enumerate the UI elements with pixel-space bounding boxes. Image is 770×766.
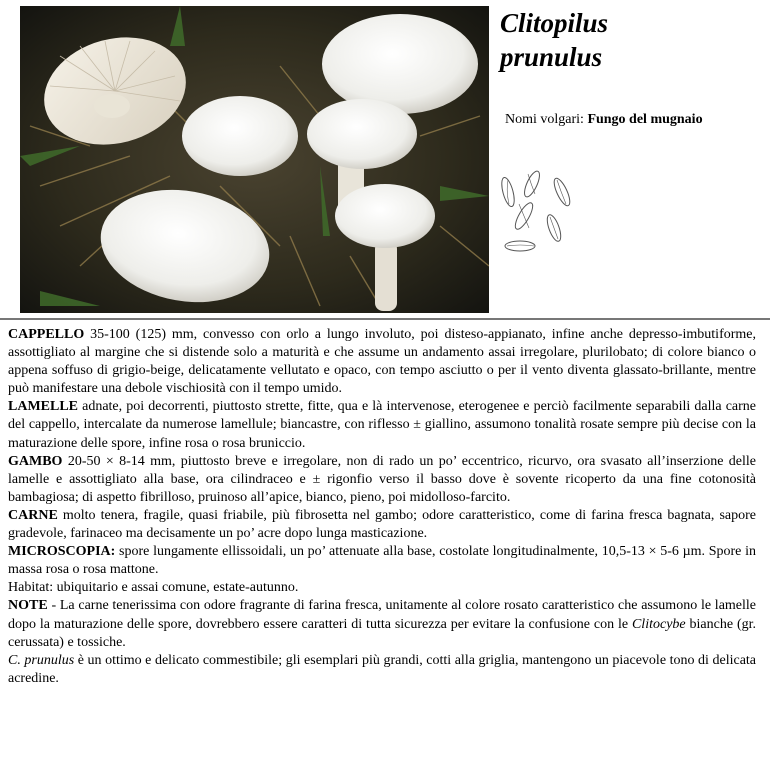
paragraph-edibility: [8, 652, 756, 688]
mushroom-photo: [20, 6, 489, 313]
text-lamelle: adnate, poi decorrenti, piuttosto strette, fitte, qua e là intervenose, eterogenee e perciò facilmente separabili dalla carne del cappello, intercalate da numerose lamellule; biancastre, con riflesso ± giallino, assumono tonalità rosate sempre più decise con la maturazione delle spore, infine rosa o rosa bruniccio.: [8, 399, 756, 451]
text-edibility-species: C. prunulus: [8, 652, 75, 668]
text-carne: molto tenera, fragile, quasi friabile, più fibrosetta nel gambo; odore caratteristico, come di farina fresca bagnata, sapore gradevole, farinaceo ma decisamente un po’ acre dopo lunga masticazione.: [8, 507, 756, 542]
paragraph-note: [8, 597, 756, 651]
text-edibility: è un ottimo e delicato commestibile; gli esemplari più grandi, cotti alla griglia, mantengono un piacevole tono di delicata acredine.: [8, 652, 757, 686]
text-note-genus: Clitocybe: [631, 616, 686, 632]
text-habitat: Habitat: ubiquitario e assai comune, estate-autunno.: [8, 580, 299, 596]
heading-lamelle: LAMELLE: [8, 399, 79, 415]
species-title: [500, 6, 608, 74]
text-cappello: 35-100 (125) mm, convesso con orlo a lungo involuto, poi disteso-appianato, infine anche depresso-imbutiforme, assottigliato al margine che si distende solo a maturità e che assume un andamento assai irregolare, plurilobato; di colore bianco o appena soffuso di grigio-beige, delicatamente vellutato e opaco, con tempo asciutto o per il vento diventa glassato-brillante, mentre può manifestare una debole vischiosità con il tempo umido.: [8, 327, 756, 397]
title-genus: Clitopilus: [500, 8, 609, 38]
title-species: prunulus: [500, 42, 603, 72]
paragraph-microscopia: [8, 543, 756, 579]
text-note-2: bianche (gr. cerussata) e tossiche.: [8, 616, 756, 650]
common-names: [505, 111, 703, 129]
spore-illustration: [500, 170, 580, 260]
text-microscopia: spore lungamente ellissoidali, un po’ attenuate alla base, costolate longitudinalmente, 10,5-13 × 5-6 µm. Spore in massa rosa o rosa mattone.: [8, 544, 756, 578]
paragraph-habitat: [8, 579, 756, 597]
heading-microscopia: MICROSCOPIA:: [8, 544, 116, 560]
common-names-label: Nomi volgari:: [505, 112, 588, 127]
paragraph-cappello: [8, 326, 756, 398]
paragraph-carne: [8, 507, 756, 543]
description-text: [8, 326, 756, 688]
heading-note: NOTE: [8, 598, 48, 614]
paragraph-gambo: [8, 453, 756, 507]
text-note-1: - La carne tenerissima con odore fragrante di farina fresca, unitamente al colore rosato caratteristico che assumono le lamelle dopo la maturazione delle spore, dovrebbero essere caratteri di tutta sicurezza per evitare la confusione con le: [8, 598, 756, 632]
heading-carne: CARNE: [8, 507, 58, 523]
common-names-value: Fungo del mugnaio: [587, 112, 703, 127]
paragraph-lamelle: [8, 398, 756, 452]
heading-cappello: CAPPELLO: [8, 327, 85, 342]
section-divider: [0, 318, 770, 320]
heading-gambo: GAMBO: [8, 453, 63, 469]
text-gambo: 20-50 × 8-14 mm, piuttosto breve e irregolare, non di rado un po’ eccentrico, ricurvo, ora svasato all’inserzione delle lamelle e assottigliato alla base, ora cilindraceo e ± rigonfio verso il basso dove è sovente ricoperto da una fine cotonosità bambagiosa; di aspetto fibrilloso, pruinoso all’apice, bianco, pieno, poi midolloso-farcito.: [8, 453, 756, 505]
